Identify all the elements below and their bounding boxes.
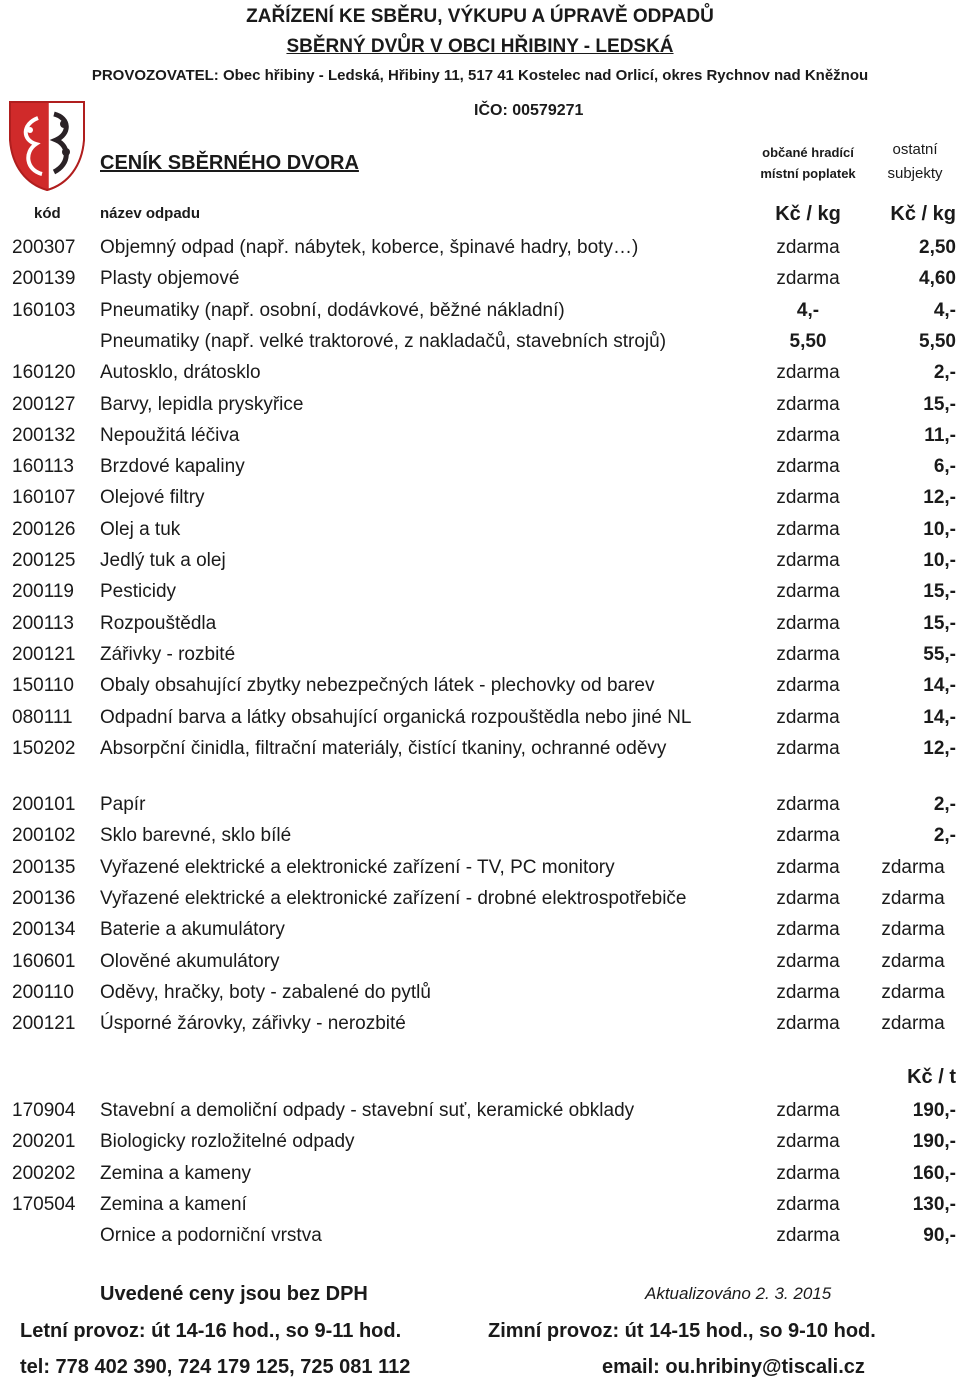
waste-name: Obaly obsahující zbytky nebezpečných látek - plechovky od barev <box>100 675 655 697</box>
phone-numbers: tel: 778 402 390, 724 179 125, 725 081 112 <box>20 1356 411 1378</box>
price-citizens: zdarma <box>776 456 840 478</box>
price-citizens: zdarma <box>776 887 840 909</box>
leaf-dot-2 <box>62 148 70 156</box>
table-row <box>0 821 960 852</box>
waste-code: 200110 <box>12 981 74 1003</box>
price-others: 55,- <box>923 643 956 665</box>
price-citizens: zdarma <box>776 612 840 634</box>
table-row <box>0 327 960 358</box>
price-others: 130,- <box>912 1193 956 1215</box>
waste-code: 200113 <box>12 612 74 634</box>
table-row <box>0 483 960 514</box>
price-others: zdarma <box>881 919 945 941</box>
unit-others-kg: Kč / kg <box>890 203 956 225</box>
waste-name: Pesticidy <box>100 581 177 603</box>
price-others: zdarma <box>881 856 945 878</box>
operator-line: PROVOZOVATEL: Obec hřibiny - Ledská, Hřibiny 11, 517 41 Kostelec nad Orlicí, okres Rychnov nad Kněžnou <box>91 67 869 84</box>
table-row <box>0 1009 960 1040</box>
leaf-dot-1 <box>60 120 68 128</box>
col-header-code: kód <box>34 205 61 222</box>
table-row <box>0 421 960 452</box>
waste-name: Autosklo, drátosklo <box>100 362 261 384</box>
price-others: 5,50 <box>919 330 956 352</box>
waste-code: 200127 <box>12 393 76 415</box>
waste-code: 200134 <box>12 919 76 941</box>
table-row <box>0 577 960 608</box>
price-citizens: zdarma <box>776 487 840 509</box>
price-others: 12,- <box>923 737 956 759</box>
price-others: 15,- <box>923 581 956 603</box>
price-citizens: zdarma <box>776 856 840 878</box>
unit-citizens-kg: Kč / kg <box>775 203 841 225</box>
price-others: zdarma <box>881 981 945 1003</box>
waste-name: Pneumatiky (např. velké traktorové, z nakladačů, stavebních strojů) <box>100 330 667 352</box>
table-row <box>0 264 960 295</box>
price-citizens: zdarma <box>776 950 840 972</box>
price-citizens: zdarma <box>776 518 840 540</box>
table-row <box>0 452 960 483</box>
price-others: 14,- <box>923 706 956 728</box>
table-row <box>0 390 960 421</box>
price-others: 10,- <box>923 518 956 540</box>
waste-name: Jedlý tuk a olej <box>100 550 226 571</box>
price-others: 2,- <box>933 362 956 384</box>
price-citizens: zdarma <box>776 268 840 290</box>
price-others: 190,- <box>912 1100 956 1121</box>
waste-code: 160120 <box>12 362 76 384</box>
updated-date: Aktualizováno 2. 3. 2015 <box>645 1284 832 1303</box>
waste-code: 200136 <box>12 887 76 909</box>
waste-code: 150202 <box>12 737 76 759</box>
waste-code: 200121 <box>12 1013 76 1035</box>
waste-code: 160113 <box>12 456 74 478</box>
vat-note: Uvedené ceny jsou bez DPH <box>100 1283 368 1305</box>
table-row <box>0 978 960 1009</box>
waste-code: 160601 <box>12 950 76 972</box>
waste-name: Ornice a podorniční vrstva <box>100 1225 322 1247</box>
price-others: zdarma <box>881 950 945 972</box>
price-citizens: zdarma <box>776 981 840 1003</box>
table-row <box>0 853 960 884</box>
price-citizens: zdarma <box>776 825 840 847</box>
shield-red-half <box>10 102 48 190</box>
waste-name: Nepoužitá léčiva <box>100 424 240 446</box>
price-citizens: zdarma <box>776 919 840 941</box>
price-others: 15,- <box>923 393 956 415</box>
waste-code: 200139 <box>12 268 76 290</box>
table-row <box>0 233 960 264</box>
price-others: 190,- <box>912 1131 956 1153</box>
table-row <box>0 947 960 978</box>
price-others: 14,- <box>923 675 956 697</box>
price-others: zdarma <box>881 887 945 909</box>
price-others: 12,- <box>923 487 956 509</box>
waste-name: Vyřazené elektrické a elektronické zařízení - TV, PC monitory <box>100 856 615 878</box>
price-citizens: zdarma <box>776 675 840 697</box>
price-citizens: zdarma <box>776 362 840 384</box>
waste-name: Rozpouštědla <box>100 612 217 634</box>
waste-code: 200125 <box>12 550 76 571</box>
waste-name: Oděvy, hračky, boty - zabalené do pytlů <box>100 981 431 1003</box>
price-others: 11,- <box>924 424 956 446</box>
waste-name: Úsporné žárovky, zářivky - nerozbité <box>100 1013 406 1035</box>
waste-name: Zářivky - rozbité <box>100 643 236 665</box>
waste-name: Odpadní barva a látky obsahující organická rozpouštědla nebo jiné NL <box>100 706 692 728</box>
price-others: 90,- <box>923 1225 956 1247</box>
waste-code: 200135 <box>12 856 76 878</box>
price-others: 2,50 <box>919 237 956 258</box>
waste-name: Sklo barevné, sklo bílé <box>100 825 292 847</box>
email-contact: email: ou.hribiny@tiscali.cz <box>602 1356 865 1378</box>
waste-code: 150110 <box>12 675 74 697</box>
table-row <box>0 734 960 765</box>
waste-code: 170504 <box>12 1193 76 1215</box>
leaf-dot-3 <box>27 127 33 133</box>
table-row <box>0 640 960 671</box>
price-others: 2,- <box>933 825 956 847</box>
table-row <box>0 296 960 327</box>
waste-name: Olověné akumulátory <box>100 950 280 972</box>
table-row <box>0 1127 960 1158</box>
waste-name: Papír <box>100 794 146 815</box>
price-others: 6,- <box>933 456 956 478</box>
col-header-others: ostatní subjekty <box>887 141 943 182</box>
header-subtitle: SBĚRNÝ DVŮR V OBCI HŘIBINY - LEDSKÁ <box>286 36 674 57</box>
table-row <box>0 790 960 821</box>
waste-name: Objemný odpad (např. nábytek, koberce, špinavé hadry, boty…) <box>100 237 639 258</box>
waste-name: Barvy, lepidla pryskyřice <box>100 393 304 415</box>
table-row <box>0 1221 960 1252</box>
price-list-title: CENÍK SBĚRNÉHO DVORA <box>100 152 359 174</box>
waste-code: 200201 <box>12 1131 76 1153</box>
price-citizens: zdarma <box>776 794 840 815</box>
price-citizens: zdarma <box>776 1013 840 1035</box>
table-row <box>0 884 960 915</box>
price-citizens: zdarma <box>776 706 840 728</box>
company-id: IČO: 00579271 <box>474 102 584 119</box>
col-header-citizens: občané hradící místní poplatek <box>760 145 856 181</box>
waste-name: Olejové filtry <box>100 487 205 509</box>
table-row <box>0 671 960 702</box>
waste-name: Zemina a kamení <box>100 1193 247 1215</box>
price-citizens: zdarma <box>776 1193 840 1215</box>
price-citizens: zdarma <box>776 643 840 665</box>
price-citizens: zdarma <box>776 237 840 258</box>
table-row <box>0 546 960 577</box>
waste-name: Zemina a kameny <box>100 1162 252 1184</box>
price-others: 15,- <box>923 612 956 634</box>
price-citizens: zdarma <box>776 1225 840 1247</box>
waste-name: Absorpční činidla, filtrační materiály, čistící tkaniny, ochranné oděvy <box>100 737 667 759</box>
waste-name: Stavební a demoliční odpady - stavební suť, keramické obklady <box>100 1100 635 1121</box>
price-citizens: zdarma <box>776 1162 840 1184</box>
waste-code: 170904 <box>12 1100 76 1121</box>
waste-name: Plasty objemové <box>100 268 240 290</box>
price-others: 160,- <box>912 1162 956 1184</box>
col-header-name: název odpadu <box>100 205 201 222</box>
table-row <box>0 1190 960 1221</box>
waste-name: Baterie a akumulátory <box>100 919 285 941</box>
table-row <box>0 515 960 546</box>
table-row <box>0 703 960 734</box>
waste-code: 200132 <box>12 424 76 446</box>
price-others: 4,- <box>933 299 956 321</box>
waste-name: Biologicky rozložitelné odpady <box>100 1131 355 1153</box>
waste-code: 200126 <box>12 518 76 540</box>
waste-code: 200101 <box>12 794 76 815</box>
summer-hours: Letní provoz: út 14-16 hod., so 9-11 hod. <box>20 1320 402 1342</box>
municipal-coat-of-arms-logo <box>8 100 86 192</box>
table-row <box>0 915 960 946</box>
waste-name: Brzdové kapaliny <box>100 456 245 478</box>
waste-name: Pneumatiky (např. osobní, dodávkové, běžné nákladní) <box>100 299 565 321</box>
table-row <box>0 358 960 389</box>
price-citizens: zdarma <box>776 1131 840 1153</box>
price-citizens: zdarma <box>776 550 840 571</box>
unit-others-ton: Kč / t <box>907 1066 956 1088</box>
waste-code: 200121 <box>12 643 76 665</box>
table-row <box>0 1096 960 1127</box>
price-others: 10,- <box>923 550 956 571</box>
waste-code: 200119 <box>12 581 74 603</box>
header-title: ZAŘÍZENÍ KE SBĚRU, VÝKUPU A ÚPRAVĚ ODPADŮ <box>246 6 714 27</box>
price-others: 4,60 <box>919 268 956 290</box>
waste-name: Vyřazené elektrické a elektronické zařízení - drobné elektrospotřebiče <box>100 887 687 909</box>
waste-code: 080111 <box>12 706 73 728</box>
price-citizens: zdarma <box>776 1100 840 1121</box>
price-citizens: 5,50 <box>789 330 827 352</box>
table-row <box>0 609 960 640</box>
price-citizens: zdarma <box>776 424 840 446</box>
waste-code: 160107 <box>12 487 76 509</box>
waste-code: 160103 <box>12 299 76 321</box>
waste-name: Olej a tuk <box>100 518 181 540</box>
price-citizens: zdarma <box>776 581 840 603</box>
waste-code: 200307 <box>12 237 76 258</box>
waste-code: 200202 <box>12 1162 76 1184</box>
price-others: zdarma <box>881 1013 945 1035</box>
price-citizens: 4,- <box>796 299 820 321</box>
winter-hours: Zimní provoz: út 14-15 hod., so 9-10 hod. <box>488 1320 876 1342</box>
table-row <box>0 1159 960 1190</box>
price-citizens: zdarma <box>776 393 840 415</box>
price-others: 2,- <box>933 794 956 815</box>
waste-code: 200102 <box>12 825 76 847</box>
price-citizens: zdarma <box>776 737 840 759</box>
